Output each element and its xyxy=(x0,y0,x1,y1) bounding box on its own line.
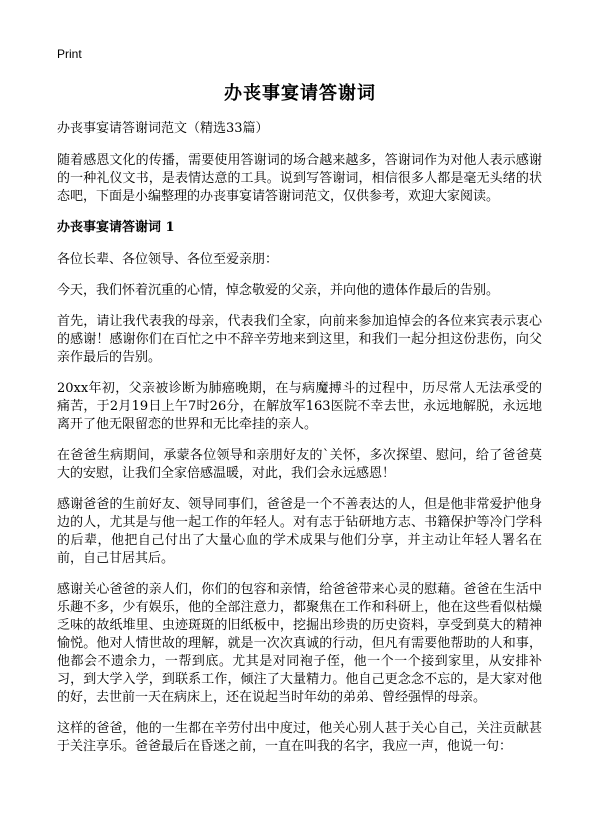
document-title: 办丧事宴请答谢词 xyxy=(224,83,376,104)
body-paragraph: 20xx年初，父亲被诊断为肺癌晚期，在与病魔搏斗的过程中，历尽常人无法承受的痛苦，于2月19日上午7时26分，在解放军163医院不幸去世，永远地解脱，永远地离开了他无限留恋的世界和无比牵挂的亲人。 xyxy=(57,381,542,432)
body-paragraph: 感谢关心爸爸的亲人们，你们的包容和亲情，给爸爸带来心灵的慰藉。爸爸在生活中乐趣不多，少有娱乐，他的全部注意力，都聚焦在工作和科研上，他在这些看似枯燥乏味的故纸堆里、虫迹斑斑的旧纸板中，挖掘出珍贵的历史资料，享受到莫大的精神愉悦。他对人情世故的理解，就是一次次真诚的行动，但凡有需要他帮助的人和事，他都会不遗余力，一帮到底。尤其是对同袍子侄，他一个一个接到家里，从安排补习，到大学入学，到联系工作，倾注了大量精力。他自己更念念不忘的，是大家对他的好，去世前一天在病床上，还在说起当时年幼的弟弟、曾经强悍的母亲。 xyxy=(57,582,542,705)
body-paragraph: 感谢爸爸的生前好友、领导同事们，爸爸是一个不善表达的人，但是他非常爱护他身边的人，尤其是与他一起工作的年轻人。对有志于钻研地方志、书籍保护等冷门学科的后辈，他把自己付出了大量心血的学术成果与他们分享，并主动让年轻人署名在前，自己甘居其后。 xyxy=(57,497,542,566)
intro-paragraph: 随着感恩文化的传播，需要使用答谢词的场合越来越多，答谢词作为对他人表示感谢的一种礼仪文书，是表情达意的工具。说到写答谢词，相信很多人都是毫无头绪的状态吧，下面是小编整理的办丧事宴请答谢词范文，仅供参考，欢迎大家阅读。 xyxy=(57,153,542,204)
print-link[interactable]: Print xyxy=(57,47,82,61)
body-paragraph: 首先，请让我代表我的母亲，代表我们全家，向前来参加追悼会的各位来宾表示衷心的感谢！感谢你们在百忙之中不辞辛劳地来到这里，和我们一起分担这份悲伤，向父亲作最后的告别。 xyxy=(57,314,542,365)
body-paragraph: 各位长辈、各位领导、各位至爱亲朋： xyxy=(57,252,279,267)
body-paragraph: 在爸爸生病期间，承蒙各位领导和亲朋好友的`关怀，多次探望、慰问，给了爸爸莫大的安慰，让我们全家倍感温暖，对此，我们会永远感恩！ xyxy=(57,448,542,481)
body-paragraph: 这样的爸爸，他的一生都在辛劳付出中度过，他关心别人甚于关心自己，关注贡献甚于关注享乐。爸爸最后在昏迷之前，一直在叫我的名字，我应一声，他说一句： xyxy=(57,721,542,754)
document-body xyxy=(57,120,542,769)
section-heading: 办丧事宴请答谢词 1 xyxy=(57,220,175,235)
body-paragraph: 今天，我们怀着沉重的心情，悼念敬爱的父亲，并向他的遗体作最后的告别。 xyxy=(57,283,500,298)
document-subtitle: 办丧事宴请答谢词范文（精选33篇） xyxy=(57,121,269,136)
